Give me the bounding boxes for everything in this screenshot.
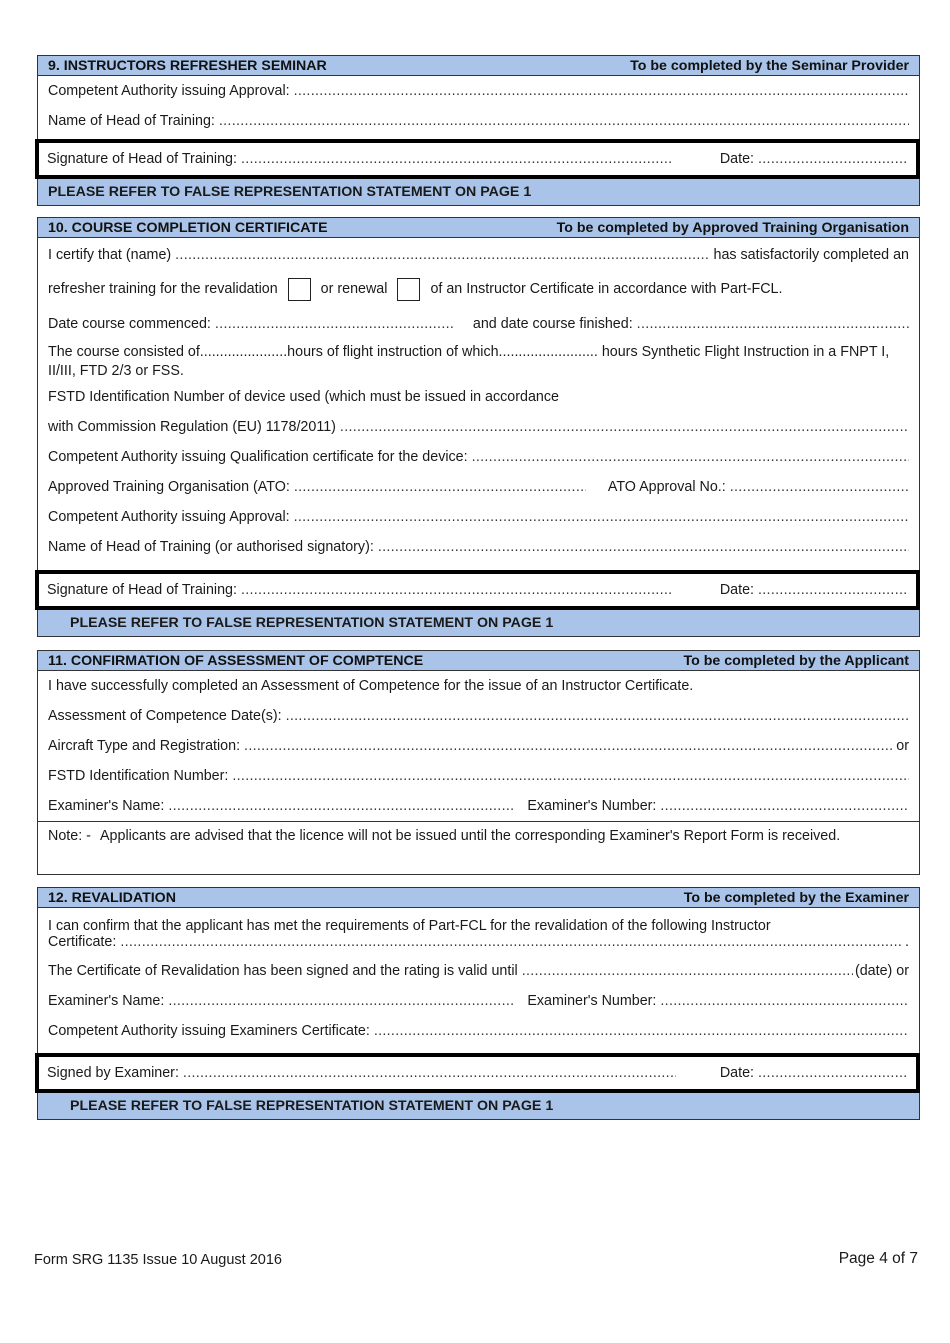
section-10 — [37, 217, 920, 574]
s9-date-label: Date: — [719, 151, 754, 167]
s12-confirm-text: I can confirm that the applicant has met the requirements of Part-FCL for the revalidation of the following Instructor — [48, 918, 771, 934]
s10-name-input[interactable] — [175, 247, 709, 263]
s10-head-field[interactable] — [38, 532, 919, 562]
section-12 — [37, 887, 920, 1057]
s10-ato-label: Approved Training Organisation (ATO: — [48, 479, 290, 495]
s9-false-representation-notice — [37, 179, 920, 206]
s12-reval-label: The Certificate of Revalidation has been signed and the rating is valid until — [48, 963, 518, 979]
s12-reval-end: (date) or — [854, 963, 909, 979]
s10-certify-end: has satisfactorily completed an — [713, 247, 909, 263]
s11-note-prefix: Note: - — [48, 828, 91, 844]
s11-fstd-label: FSTD Identification Number: — [48, 768, 229, 784]
s10-certify-label: I certify that (name) — [48, 247, 172, 263]
s12-authority-field[interactable] — [38, 1016, 919, 1046]
s9-signature-label: Signature of Head of Training: — [47, 151, 237, 167]
section-11-header — [38, 651, 919, 671]
s12-signed-label: Signed by Examiner: — [47, 1065, 179, 1081]
s11-aircraft-field[interactable] — [38, 731, 919, 761]
section-9 — [37, 55, 920, 143]
s11-examiner-row — [38, 791, 919, 821]
s10-signature-box[interactable] — [35, 570, 920, 610]
section-9-header — [38, 56, 919, 76]
s10-fstd-id-input[interactable] — [340, 419, 909, 435]
section-9-responsible: To be completed by the Seminar Provider — [630, 57, 909, 74]
s10-qual-cert-label: Competent Authority issuing Qualification certificate for the device: — [48, 449, 468, 465]
s10-ato-input[interactable] — [294, 479, 586, 495]
s12-signature-box[interactable] — [35, 1053, 920, 1093]
s11-dates-field[interactable] — [38, 701, 919, 731]
s11-aircraft-input[interactable] — [244, 738, 892, 754]
s11-aircraft-or: or — [896, 738, 909, 754]
s11-fstd-input[interactable] — [232, 768, 909, 784]
s10-finished-label: and date course finished: — [472, 316, 633, 332]
s10-head-label: Name of Head of Training (or authorised signatory): — [48, 539, 374, 555]
s11-examiner-number-label: Examiner's Number: — [527, 798, 657, 814]
s10-date-input[interactable] — [758, 582, 908, 598]
s12-confirm-row — [38, 908, 919, 934]
s11-aircraft-label: Aircraft Type and Registration: — [48, 738, 241, 754]
s10-ato-no-label: ATO Approval No.: — [607, 479, 726, 495]
s10-certify-field[interactable] — [38, 238, 919, 272]
s9-signature-box[interactable] — [35, 139, 920, 179]
s10-qual-cert-field[interactable] — [38, 442, 919, 472]
s9-date-input[interactable] — [758, 151, 908, 167]
s11-statement-row — [38, 671, 919, 701]
s9-authority-field[interactable] — [38, 76, 919, 106]
s9-authority-label: Competent Authority issuing Approval: — [48, 83, 290, 99]
s12-examiner-row — [38, 986, 919, 1016]
s11-examiner-name-label: Examiner's Name: — [48, 798, 165, 814]
s10-fstd-id-row — [38, 382, 919, 412]
s10-signature-input[interactable] — [241, 582, 671, 598]
s12-certificate-end: . — [905, 934, 909, 950]
renewal-checkbox[interactable] — [397, 278, 420, 301]
s10-refer-text: PLEASE REFER TO FALSE REPRESENTATION STATEMENT ON PAGE 1 — [70, 615, 554, 631]
s10-commission-field[interactable] — [38, 412, 919, 442]
s12-false-representation-notice — [37, 1093, 920, 1120]
s9-authority-input[interactable] — [294, 83, 909, 99]
s12-examiner-number-input[interactable] — [660, 993, 909, 1009]
s11-note — [38, 821, 919, 873]
s10-dates-row — [38, 306, 919, 342]
s12-signed-input[interactable] — [183, 1065, 676, 1081]
section-11-responsible: To be completed by the Applicant — [683, 652, 909, 669]
s10-signature-label: Signature of Head of Training: — [47, 582, 237, 598]
s10-ato-no-input[interactable] — [730, 479, 909, 495]
s12-date-input[interactable] — [758, 1065, 908, 1081]
section-12-responsible: To be completed by the Examiner — [683, 889, 909, 906]
section-11 — [37, 650, 920, 875]
s9-head-label: Name of Head of Training: — [48, 113, 215, 129]
s10-refresher-label: refresher training for the revalidation — [48, 281, 278, 297]
s11-note-text: Applicants are advised that the licence will not be issued until the corresponding Examiner's Report Form is received. — [100, 828, 841, 844]
footer-page-number: Page 4 of 7 — [838, 1250, 918, 1267]
s10-course-consisted-text: The course consisted of......................hours of flight instruction of which......................... hours Synthetic Flight Instruction in a FNPT I, II/III, FTD 2/3 or FSS. — [48, 344, 890, 379]
s11-examiner-name-input[interactable] — [168, 798, 513, 814]
s11-dates-label: Assessment of Competence Date(s): — [48, 708, 282, 724]
s9-head-input[interactable] — [219, 113, 909, 129]
s10-date-label: Date: — [719, 582, 754, 598]
footer-form-id: Form SRG 1135 Issue 10 August 2016 — [34, 1252, 282, 1268]
s12-examiner-name-input[interactable] — [168, 993, 513, 1009]
section-10-responsible: To be completed by Approved Training Organisation — [556, 219, 909, 236]
s9-head-field[interactable] — [38, 106, 919, 136]
s10-commenced-label: Date course commenced: — [48, 316, 211, 332]
s10-fstd-id-label: FSTD Identification Number of device used (which must be issued in accordance — [48, 389, 559, 405]
s9-refer-text: PLEASE REFER TO FALSE REPRESENTATION STATEMENT ON PAGE 1 — [48, 184, 532, 200]
s12-examiner-name-label: Examiner's Name: — [48, 993, 165, 1009]
revalidation-checkbox[interactable] — [288, 278, 311, 301]
section-12-title: 12. REVALIDATION — [48, 889, 176, 906]
s11-fstd-field[interactable] — [38, 761, 919, 791]
s9-signature-input[interactable] — [241, 151, 671, 167]
s10-authority-label: Competent Authority issuing Approval: — [48, 509, 290, 525]
s11-dates-input[interactable] — [286, 708, 909, 724]
s10-authority-input[interactable] — [294, 509, 909, 525]
s12-reval-field[interactable] — [38, 956, 919, 986]
s10-renewal-label: or renewal — [320, 281, 388, 297]
section-12-header — [38, 888, 919, 908]
s12-authority-input[interactable] — [374, 1023, 909, 1039]
section-10-header — [38, 218, 919, 238]
s10-false-representation-notice — [37, 610, 920, 637]
s12-certificate-label: Certificate: — [48, 934, 117, 950]
s11-examiner-number-input[interactable] — [660, 798, 909, 814]
s11-statement: I have successfully completed an Assessment of Competence for the issue of an Instructor Certificate. — [48, 678, 694, 694]
s10-qual-cert-input[interactable] — [472, 449, 909, 465]
s12-reval-date-input[interactable] — [522, 963, 853, 979]
s10-authority-field[interactable] — [38, 502, 919, 532]
s12-certificate-input[interactable] — [120, 934, 901, 950]
section-9-title: 9. INSTRUCTORS REFRESHER SEMINAR — [48, 57, 327, 74]
s10-refresher-row — [38, 272, 919, 306]
s10-commission-label: with Commission Regulation (EU) 1178/2011) — [48, 419, 336, 435]
s10-ato-row — [38, 472, 919, 502]
s12-refer-text: PLEASE REFER TO FALSE REPRESENTATION STATEMENT ON PAGE 1 — [70, 1098, 554, 1114]
s12-certificate-field[interactable] — [38, 934, 919, 956]
s12-authority-label: Competent Authority issuing Examiners Certificate: — [48, 1023, 370, 1039]
s10-finished-input[interactable] — [637, 316, 909, 332]
section-10-title: 10. COURSE COMPLETION CERTIFICATE — [48, 219, 328, 236]
s12-examiner-number-label: Examiner's Number: — [527, 993, 657, 1009]
s12-date-label: Date: — [719, 1065, 754, 1081]
s10-commenced-input[interactable] — [215, 316, 453, 332]
s10-course-consisted[interactable] — [38, 342, 919, 382]
s10-instructor-cert-label: of an Instructor Certificate in accordance with Part-FCL. — [430, 281, 783, 297]
s10-head-input[interactable] — [378, 539, 909, 555]
section-11-title: 11. CONFIRMATION OF ASSESSMENT OF COMPTENCE — [48, 652, 424, 669]
